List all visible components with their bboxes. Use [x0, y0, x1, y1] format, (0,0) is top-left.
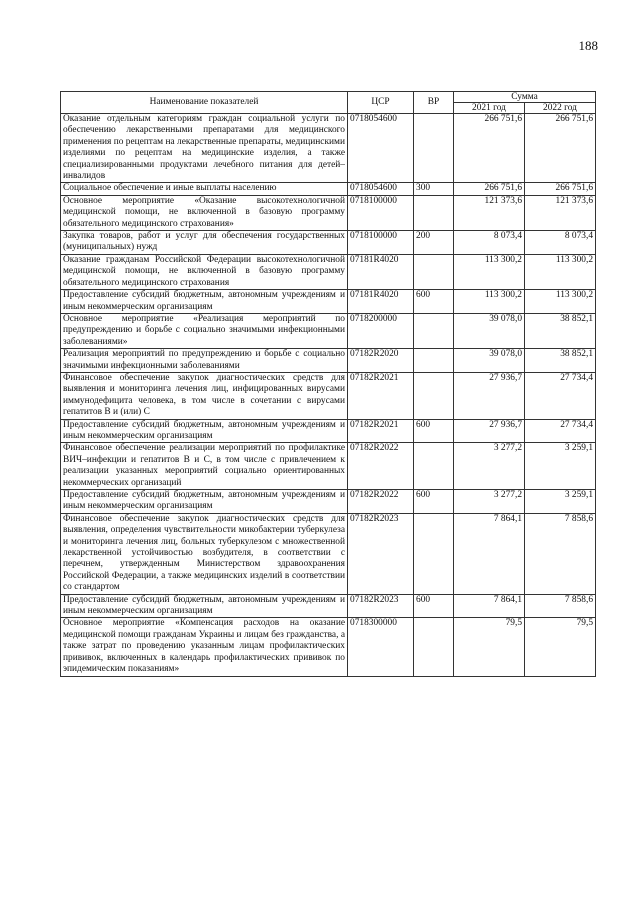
- table-row: [61, 195, 596, 230]
- row-name-cell: Социальное обеспечение и иные выплаты населению: [61, 183, 348, 195]
- header-year-2022: 2022 год: [525, 103, 596, 114]
- row-2022-cell: 113 300,2: [525, 254, 596, 289]
- row-csr-cell: 0718054600: [348, 114, 414, 183]
- row-csr-cell: 0718100000: [348, 195, 414, 230]
- row-name-cell: Основное мероприятие «Реализация мероприятий по предупреждению и борьбе с социально значимыми инфекционными заболеваниями»: [61, 313, 348, 348]
- row-csr-cell: 0718300000: [348, 618, 414, 676]
- table-header: [61, 92, 596, 114]
- header-csr: ЦСР: [348, 92, 414, 114]
- row-vr-cell: [414, 372, 454, 419]
- row-2021-cell: 8 073,4: [454, 231, 525, 255]
- row-name-cell: Финансовое обеспечение закупок диагностических средств для выявления и мониторинга лечения лиц, инфицированных вирусами иммунодефицита человека, в том числе в сочетании с вирусами гепатитов В и (или) С: [61, 372, 348, 419]
- row-2021-cell: 79,5: [454, 618, 525, 676]
- row-csr-cell: 0718100000: [348, 231, 414, 255]
- row-csr-cell: 07181R4020: [348, 254, 414, 289]
- header-year-2021: 2021 год: [454, 103, 525, 114]
- row-name-cell: Закупка товаров, работ и услуг для обеспечения государственных (муниципальных) нужд: [61, 231, 348, 255]
- row-2022-cell: 27 734,4: [525, 419, 596, 443]
- row-name-cell: Предоставление субсидий бюджетным, автономным учреждениям и иным некоммерческим организациям: [61, 594, 348, 618]
- row-2022-cell: 38 852,1: [525, 349, 596, 373]
- row-name-cell: Реализация мероприятий по предупреждению и борьбе с социально значимыми инфекционными заболеваниями: [61, 349, 348, 373]
- row-2021-cell: 266 751,6: [454, 114, 525, 183]
- row-2022-cell: 3 259,1: [525, 490, 596, 514]
- row-2021-cell: 121 373,6: [454, 195, 525, 230]
- row-csr-cell: 07182R2023: [348, 513, 414, 594]
- row-name-cell: Предоставление субсидий бюджетным, автономным учреждениям и иным некоммерческим организациям: [61, 490, 348, 514]
- table-row: [61, 114, 596, 183]
- row-2022-cell: 79,5: [525, 618, 596, 676]
- row-csr-cell: 07181R4020: [348, 290, 414, 314]
- header-name: Наименование показателей: [61, 92, 348, 114]
- table-row: [61, 313, 596, 348]
- row-name-cell: Предоставление субсидий бюджетным, автономным учреждениям и иным некоммерческим организациям: [61, 290, 348, 314]
- row-2022-cell: 3 259,1: [525, 443, 596, 490]
- row-name-cell: Финансовое обеспечение закупок диагностических средств для выявления, определения чувствительности микобактерии туберкулеза и мониторинга лечения лиц, больных туберкулезом с множественной лекарственной устойчивостью возбудителя, в соответствии с перечнем, утвержденным Министерством здравоохранения Российской Федерации, а также медицинских изделий в соответствии со стандартом: [61, 513, 348, 594]
- table-row: [61, 419, 596, 443]
- row-2022-cell: 38 852,1: [525, 313, 596, 348]
- row-vr-cell: [414, 513, 454, 594]
- table-row: [61, 290, 596, 314]
- row-vr-cell: 600: [414, 594, 454, 618]
- row-2021-cell: 7 864,1: [454, 594, 525, 618]
- row-vr-cell: [414, 254, 454, 289]
- row-csr-cell: 07182R2023: [348, 594, 414, 618]
- row-csr-cell: 07182R2020: [348, 349, 414, 373]
- header-vr: ВР: [414, 92, 454, 114]
- row-2022-cell: 113 300,2: [525, 290, 596, 314]
- row-csr-cell: 0718054600: [348, 183, 414, 195]
- row-2021-cell: 7 864,1: [454, 513, 525, 594]
- table-row: [61, 618, 596, 676]
- row-2021-cell: 27 936,7: [454, 372, 525, 419]
- row-vr-cell: [414, 195, 454, 230]
- row-name-cell: Оказание отдельным категориям граждан социальной услуги по обеспечению лекарственными препаратами для медицинского применения по рецептам на лекарственные препараты, медицинскими изделиями по рецептам на медицинские изделия, а также специализированными продуктами лечебного питания для детей–инвалидов: [61, 114, 348, 183]
- row-vr-cell: [414, 443, 454, 490]
- table-row: [61, 490, 596, 514]
- row-2021-cell: 27 936,7: [454, 419, 525, 443]
- row-vr-cell: 200: [414, 231, 454, 255]
- row-2021-cell: 266 751,6: [454, 183, 525, 195]
- row-name-cell: Основное мероприятие «Компенсация расходов на оказание медицинской помощи гражданам Украины и лицам без гражданства, а также затрат по проведению указанным лицам профилактических прививок, включенных в календарь профилактических прививок по эпидемическим показаниям»: [61, 618, 348, 676]
- row-name-cell: Оказание гражданам Российской Федерации высокотехнологичной медицинской помощи, не включенной в базовую программу обязательного медицинского страхования: [61, 254, 348, 289]
- table-row: [61, 443, 596, 490]
- row-2021-cell: 3 277,2: [454, 490, 525, 514]
- row-2022-cell: 27 734,4: [525, 372, 596, 419]
- row-vr-cell: [414, 349, 454, 373]
- row-vr-cell: 600: [414, 290, 454, 314]
- row-csr-cell: 07182R2021: [348, 372, 414, 419]
- table-row: [61, 372, 596, 419]
- row-2021-cell: 113 300,2: [454, 254, 525, 289]
- row-vr-cell: 300: [414, 183, 454, 195]
- row-name-cell: Предоставление субсидий бюджетным, автономным учреждениям и иным некоммерческим организациям: [61, 419, 348, 443]
- table-row: [61, 183, 596, 195]
- row-2022-cell: 7 858,6: [525, 594, 596, 618]
- row-csr-cell: 0718200000: [348, 313, 414, 348]
- row-2022-cell: 266 751,6: [525, 114, 596, 183]
- table-row: [61, 513, 596, 594]
- row-name-cell: Основное мероприятие «Оказание высокотехнологичной медицинской помощи, не включенной в базовую программу обязательного медицинского страхования»: [61, 195, 348, 230]
- table-body: [61, 114, 596, 677]
- row-2021-cell: 39 078,0: [454, 313, 525, 348]
- row-csr-cell: 07182R2022: [348, 443, 414, 490]
- row-vr-cell: [414, 114, 454, 183]
- row-2022-cell: 8 073,4: [525, 231, 596, 255]
- row-2021-cell: 39 078,0: [454, 349, 525, 373]
- row-vr-cell: [414, 618, 454, 676]
- budget-table: [60, 91, 596, 677]
- row-csr-cell: 07182R2022: [348, 490, 414, 514]
- row-2022-cell: 7 858,6: [525, 513, 596, 594]
- row-vr-cell: [414, 313, 454, 348]
- row-vr-cell: 600: [414, 490, 454, 514]
- row-vr-cell: 600: [414, 419, 454, 443]
- table-row: [61, 594, 596, 618]
- row-name-cell: Финансовое обеспечение реализации мероприятий по профилактике ВИЧ–инфекции и гепатитов В и С, в том числе с привлечением к реализации указанных мероприятий социально ориентированных некоммерческих организаций: [61, 443, 348, 490]
- row-2022-cell: 266 751,6: [525, 183, 596, 195]
- row-2021-cell: 113 300,2: [454, 290, 525, 314]
- table-row: [61, 349, 596, 373]
- table-row: [61, 231, 596, 255]
- header-sum: Сумма: [454, 92, 596, 103]
- row-csr-cell: 07182R2021: [348, 419, 414, 443]
- row-2022-cell: 121 373,6: [525, 195, 596, 230]
- page-number: 188: [578, 38, 598, 53]
- table-row: [61, 254, 596, 289]
- row-2021-cell: 3 277,2: [454, 443, 525, 490]
